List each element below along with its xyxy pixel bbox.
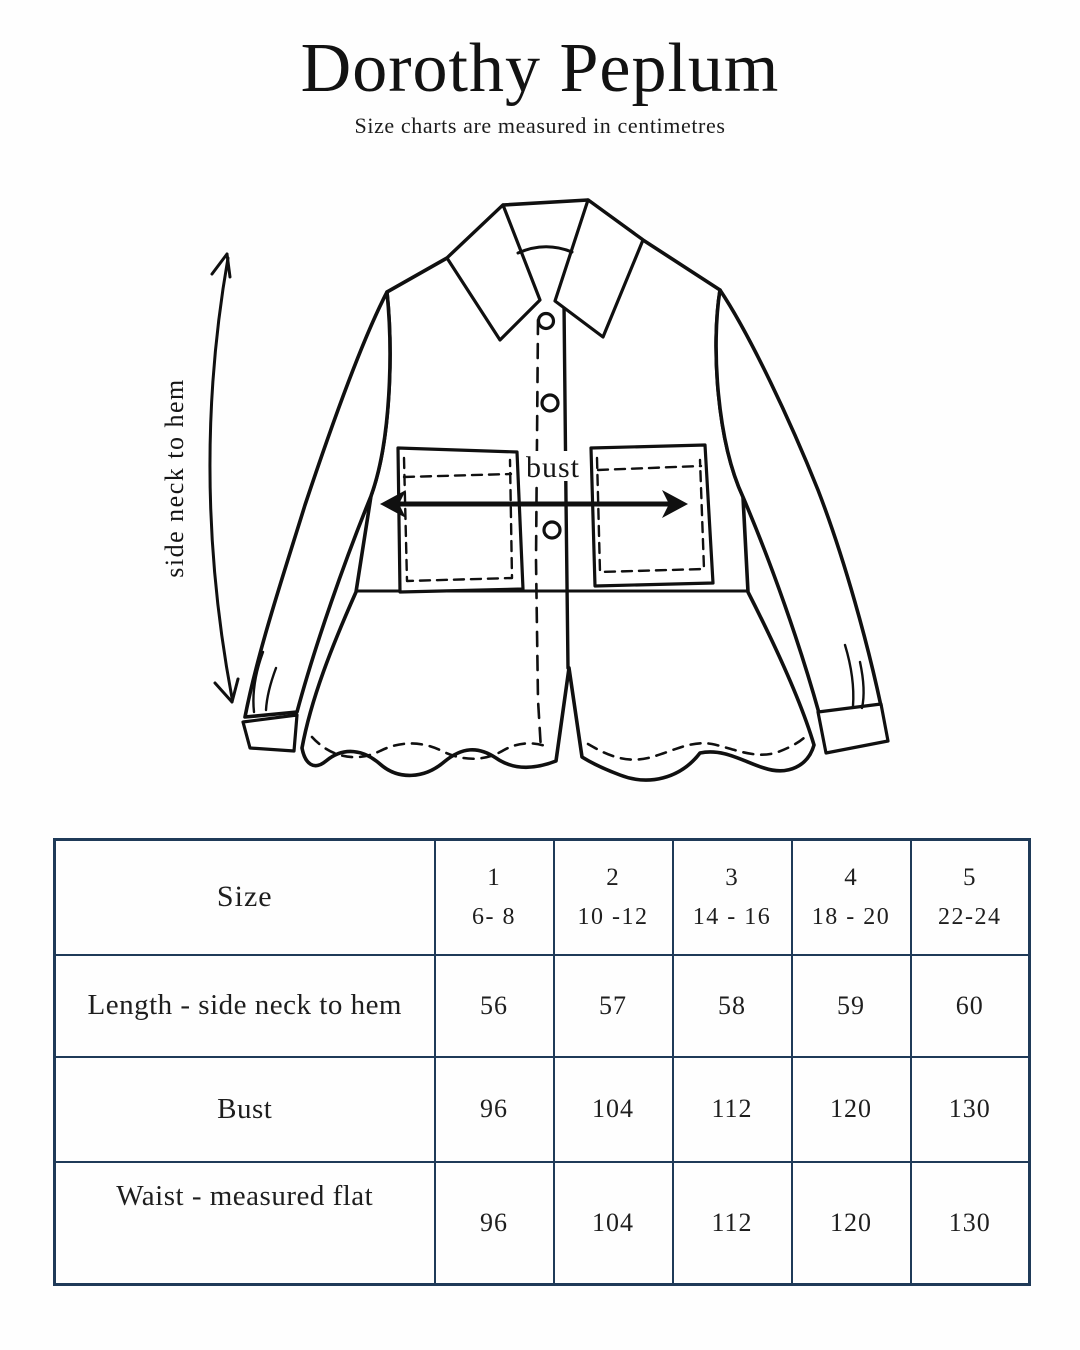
- measurement-value-cell: [435, 1057, 554, 1162]
- right-cuff: [818, 704, 888, 753]
- page-subtitle: Size charts are measured in centimetres: [354, 113, 726, 138]
- measurement-value-cell: [792, 1057, 911, 1162]
- corner-label: Size: [216, 880, 273, 914]
- size-range: 6- 8: [472, 903, 516, 930]
- left-pocket: [398, 448, 523, 592]
- row-label-cell: [55, 1057, 435, 1162]
- size-number: 2: [606, 863, 620, 891]
- measurement-value: 59: [837, 990, 865, 1020]
- measurement-value-cell: [792, 955, 911, 1057]
- measurement-value: 56: [480, 990, 508, 1020]
- measurement-value-cell: [911, 1057, 1030, 1162]
- measurement-value: 112: [711, 1094, 753, 1123]
- size-number: 4: [844, 863, 858, 891]
- left-cuff: [243, 715, 297, 751]
- page-title: Dorothy Peplum: [300, 30, 780, 107]
- measurement-value: 104: [592, 1207, 634, 1237]
- button-bottom: [544, 522, 560, 538]
- measurement-value: 120: [830, 1094, 872, 1123]
- size-table: [53, 838, 1031, 1286]
- bust-label: bust: [525, 451, 581, 484]
- size-table-container: [53, 838, 1028, 1286]
- measurement-value: 130: [948, 1094, 991, 1123]
- measurement-value-cell: [673, 1057, 792, 1162]
- measurement-value-cell: [435, 955, 554, 1057]
- header: [0, 0, 1080, 139]
- measurement-value: 112: [711, 1207, 753, 1237]
- measurement-value: 120: [830, 1207, 872, 1237]
- waist-row: [55, 1162, 1030, 1285]
- row-label: Bust: [217, 1092, 273, 1125]
- size-col-header-5: [911, 840, 1030, 955]
- size-range: 22-24: [938, 903, 1002, 930]
- measurement-value: 57: [599, 990, 627, 1020]
- size-range: 18 - 20: [811, 903, 891, 930]
- size-col-header-2: [554, 840, 673, 955]
- size-range: 10 -12: [577, 903, 649, 930]
- button-middle: [542, 395, 558, 411]
- size-col-header-1: [435, 840, 554, 955]
- measurement-value-cell: [554, 955, 673, 1057]
- measurement-value-cell: [911, 1162, 1030, 1285]
- row-label-cell: [55, 955, 435, 1057]
- measurement-value-cell: [792, 1162, 911, 1285]
- size-number: 3: [725, 863, 739, 891]
- measurement-value: 58: [718, 990, 746, 1020]
- size-table-header-row: [55, 840, 1030, 955]
- measurement-value: 104: [592, 1094, 634, 1123]
- length-arrow-head-bottom: [215, 679, 238, 702]
- length-arrow-head-top: [212, 254, 230, 277]
- measurement-value-cell: [911, 955, 1030, 1057]
- size-table-corner: [55, 840, 435, 955]
- measurement-value: 96: [480, 1207, 508, 1237]
- measurement-value-cell: [673, 955, 792, 1057]
- length-row: [55, 955, 1030, 1057]
- size-col-header-4: [792, 840, 911, 955]
- side-neck-to-hem-label: side neck to hem: [160, 378, 189, 578]
- measurement-value: 60: [955, 990, 984, 1020]
- garment-diagram: [0, 180, 1080, 825]
- measurement-value: 130: [948, 1207, 991, 1237]
- measurement-value-cell: [554, 1057, 673, 1162]
- measurement-value-cell: [554, 1162, 673, 1285]
- measurement-value: 96: [480, 1094, 508, 1123]
- size-col-header-3: [673, 840, 792, 955]
- size-range: 14 - 16: [692, 903, 772, 930]
- length-arrow: [210, 258, 232, 698]
- right-pocket: [591, 445, 713, 586]
- row-label: Length - side neck to hem: [87, 989, 402, 1021]
- measurement-value-cell: [673, 1162, 792, 1285]
- measurement-value-cell: [435, 1162, 554, 1285]
- size-number: 5: [963, 863, 977, 891]
- size-number: 1: [487, 863, 501, 891]
- button-top: [539, 314, 554, 329]
- row-label: Waist - measured flat: [116, 1180, 374, 1213]
- row-label-cell: [55, 1162, 435, 1285]
- bust-row: [55, 1057, 1030, 1162]
